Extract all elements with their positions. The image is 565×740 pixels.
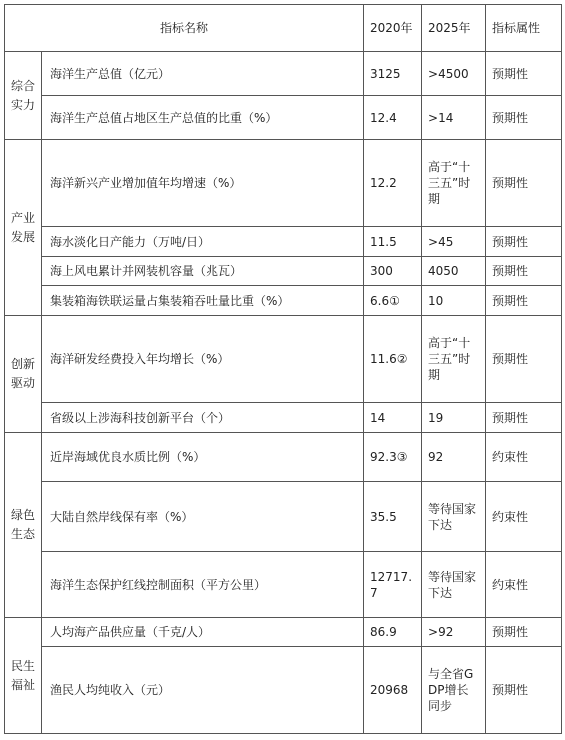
indicator-name: 海洋新兴产业增加值年均增速（%）: [42, 140, 364, 227]
value-2025: 等待国家下达: [422, 482, 486, 552]
value-2025: >45: [422, 227, 486, 257]
value-2020: 11.6②: [364, 316, 422, 403]
category-cell: 绿色生态: [5, 433, 42, 618]
value-2020: 6.6①: [364, 286, 422, 316]
indicator-name: 海上风电累计并网装机容量（兆瓦）: [42, 257, 364, 286]
indicator-name: 海洋研发经费投入年均增长（%）: [42, 316, 364, 403]
value-2025: 高于“十三五”时期: [422, 316, 486, 403]
value-2020: 300: [364, 257, 422, 286]
category-cell: 民生福祉: [5, 618, 42, 734]
indicator-name: 人均海产品供应量（千克/人）: [42, 618, 364, 647]
value-2020: 3125: [364, 52, 422, 96]
table-row: [5, 227, 562, 257]
indicator-name: 大陆自然岸线保有率（%）: [42, 482, 364, 552]
category-cell: 创新驱动: [5, 316, 42, 433]
value-2020: 35.5: [364, 482, 422, 552]
indicator-attribute: 预期性: [486, 96, 562, 140]
value-2020: 11.5: [364, 227, 422, 257]
indicator-name: 近岸海域优良水质比例（%）: [42, 433, 364, 482]
indicator-name: 渔民人均纯收入（元）: [42, 647, 364, 734]
indicator-attribute: 预期性: [486, 618, 562, 647]
header-row: [5, 5, 562, 52]
value-2025: 19: [422, 403, 486, 433]
value-2020: 86.9: [364, 618, 422, 647]
indicator-attribute: 约束性: [486, 482, 562, 552]
table-row: [5, 140, 562, 227]
value-2025: 4050: [422, 257, 486, 286]
table-row: [5, 52, 562, 96]
value-2025: >4500: [422, 52, 486, 96]
value-2025: 等待国家下达: [422, 552, 486, 618]
value-2020: 12.4: [364, 96, 422, 140]
indicator-attribute: 预期性: [486, 403, 562, 433]
indicator-attribute: 预期性: [486, 140, 562, 227]
table-row: [5, 647, 562, 734]
value-2025: 与全省GDP增长同步: [422, 647, 486, 734]
indicator-name: 集装箱海铁联运量占集装箱吞吐量比重（%）: [42, 286, 364, 316]
table-row: [5, 433, 562, 482]
table-row: [5, 286, 562, 316]
header-year-2020: 2020年: [364, 5, 422, 52]
indicator-attribute: 约束性: [486, 433, 562, 482]
indicator-attribute: 预期性: [486, 286, 562, 316]
table-row: [5, 618, 562, 647]
value-2020: 14: [364, 403, 422, 433]
value-2025: 10: [422, 286, 486, 316]
category-cell: 综合实力: [5, 52, 42, 140]
indicator-table: [4, 4, 562, 734]
indicator-attribute: 预期性: [486, 316, 562, 403]
table-row: [5, 257, 562, 286]
indicator-name: 省级以上涉海科技创新平台（个）: [42, 403, 364, 433]
value-2025: 92: [422, 433, 486, 482]
table-row: [5, 403, 562, 433]
value-2020: 12.2: [364, 140, 422, 227]
table-row: [5, 96, 562, 140]
category-cell: 产业发展: [5, 140, 42, 316]
table-row: [5, 316, 562, 403]
table-row: [5, 482, 562, 552]
indicator-attribute: 预期性: [486, 647, 562, 734]
value-2025: 高于“十三五”时期: [422, 140, 486, 227]
indicator-name: 海水淡化日产能力（万吨/日）: [42, 227, 364, 257]
indicator-attribute: 预期性: [486, 52, 562, 96]
header-year-2025: 2025年: [422, 5, 486, 52]
indicator-attribute: 预期性: [486, 257, 562, 286]
header-indicator-name: 指标名称: [5, 5, 364, 52]
indicator-name: 海洋生产总值（亿元）: [42, 52, 364, 96]
table-row: [5, 552, 562, 618]
value-2020: 92.3③: [364, 433, 422, 482]
value-2020: 12717.7: [364, 552, 422, 618]
indicator-attribute: 预期性: [486, 227, 562, 257]
indicator-name: 海洋生产总值占地区生产总值的比重（%）: [42, 96, 364, 140]
header-attribute: 指标属性: [486, 5, 562, 52]
value-2020: 20968: [364, 647, 422, 734]
indicator-name: 海洋生态保护红线控制面积（平方公里）: [42, 552, 364, 618]
value-2025: >92: [422, 618, 486, 647]
indicator-attribute: 约束性: [486, 552, 562, 618]
value-2025: >14: [422, 96, 486, 140]
